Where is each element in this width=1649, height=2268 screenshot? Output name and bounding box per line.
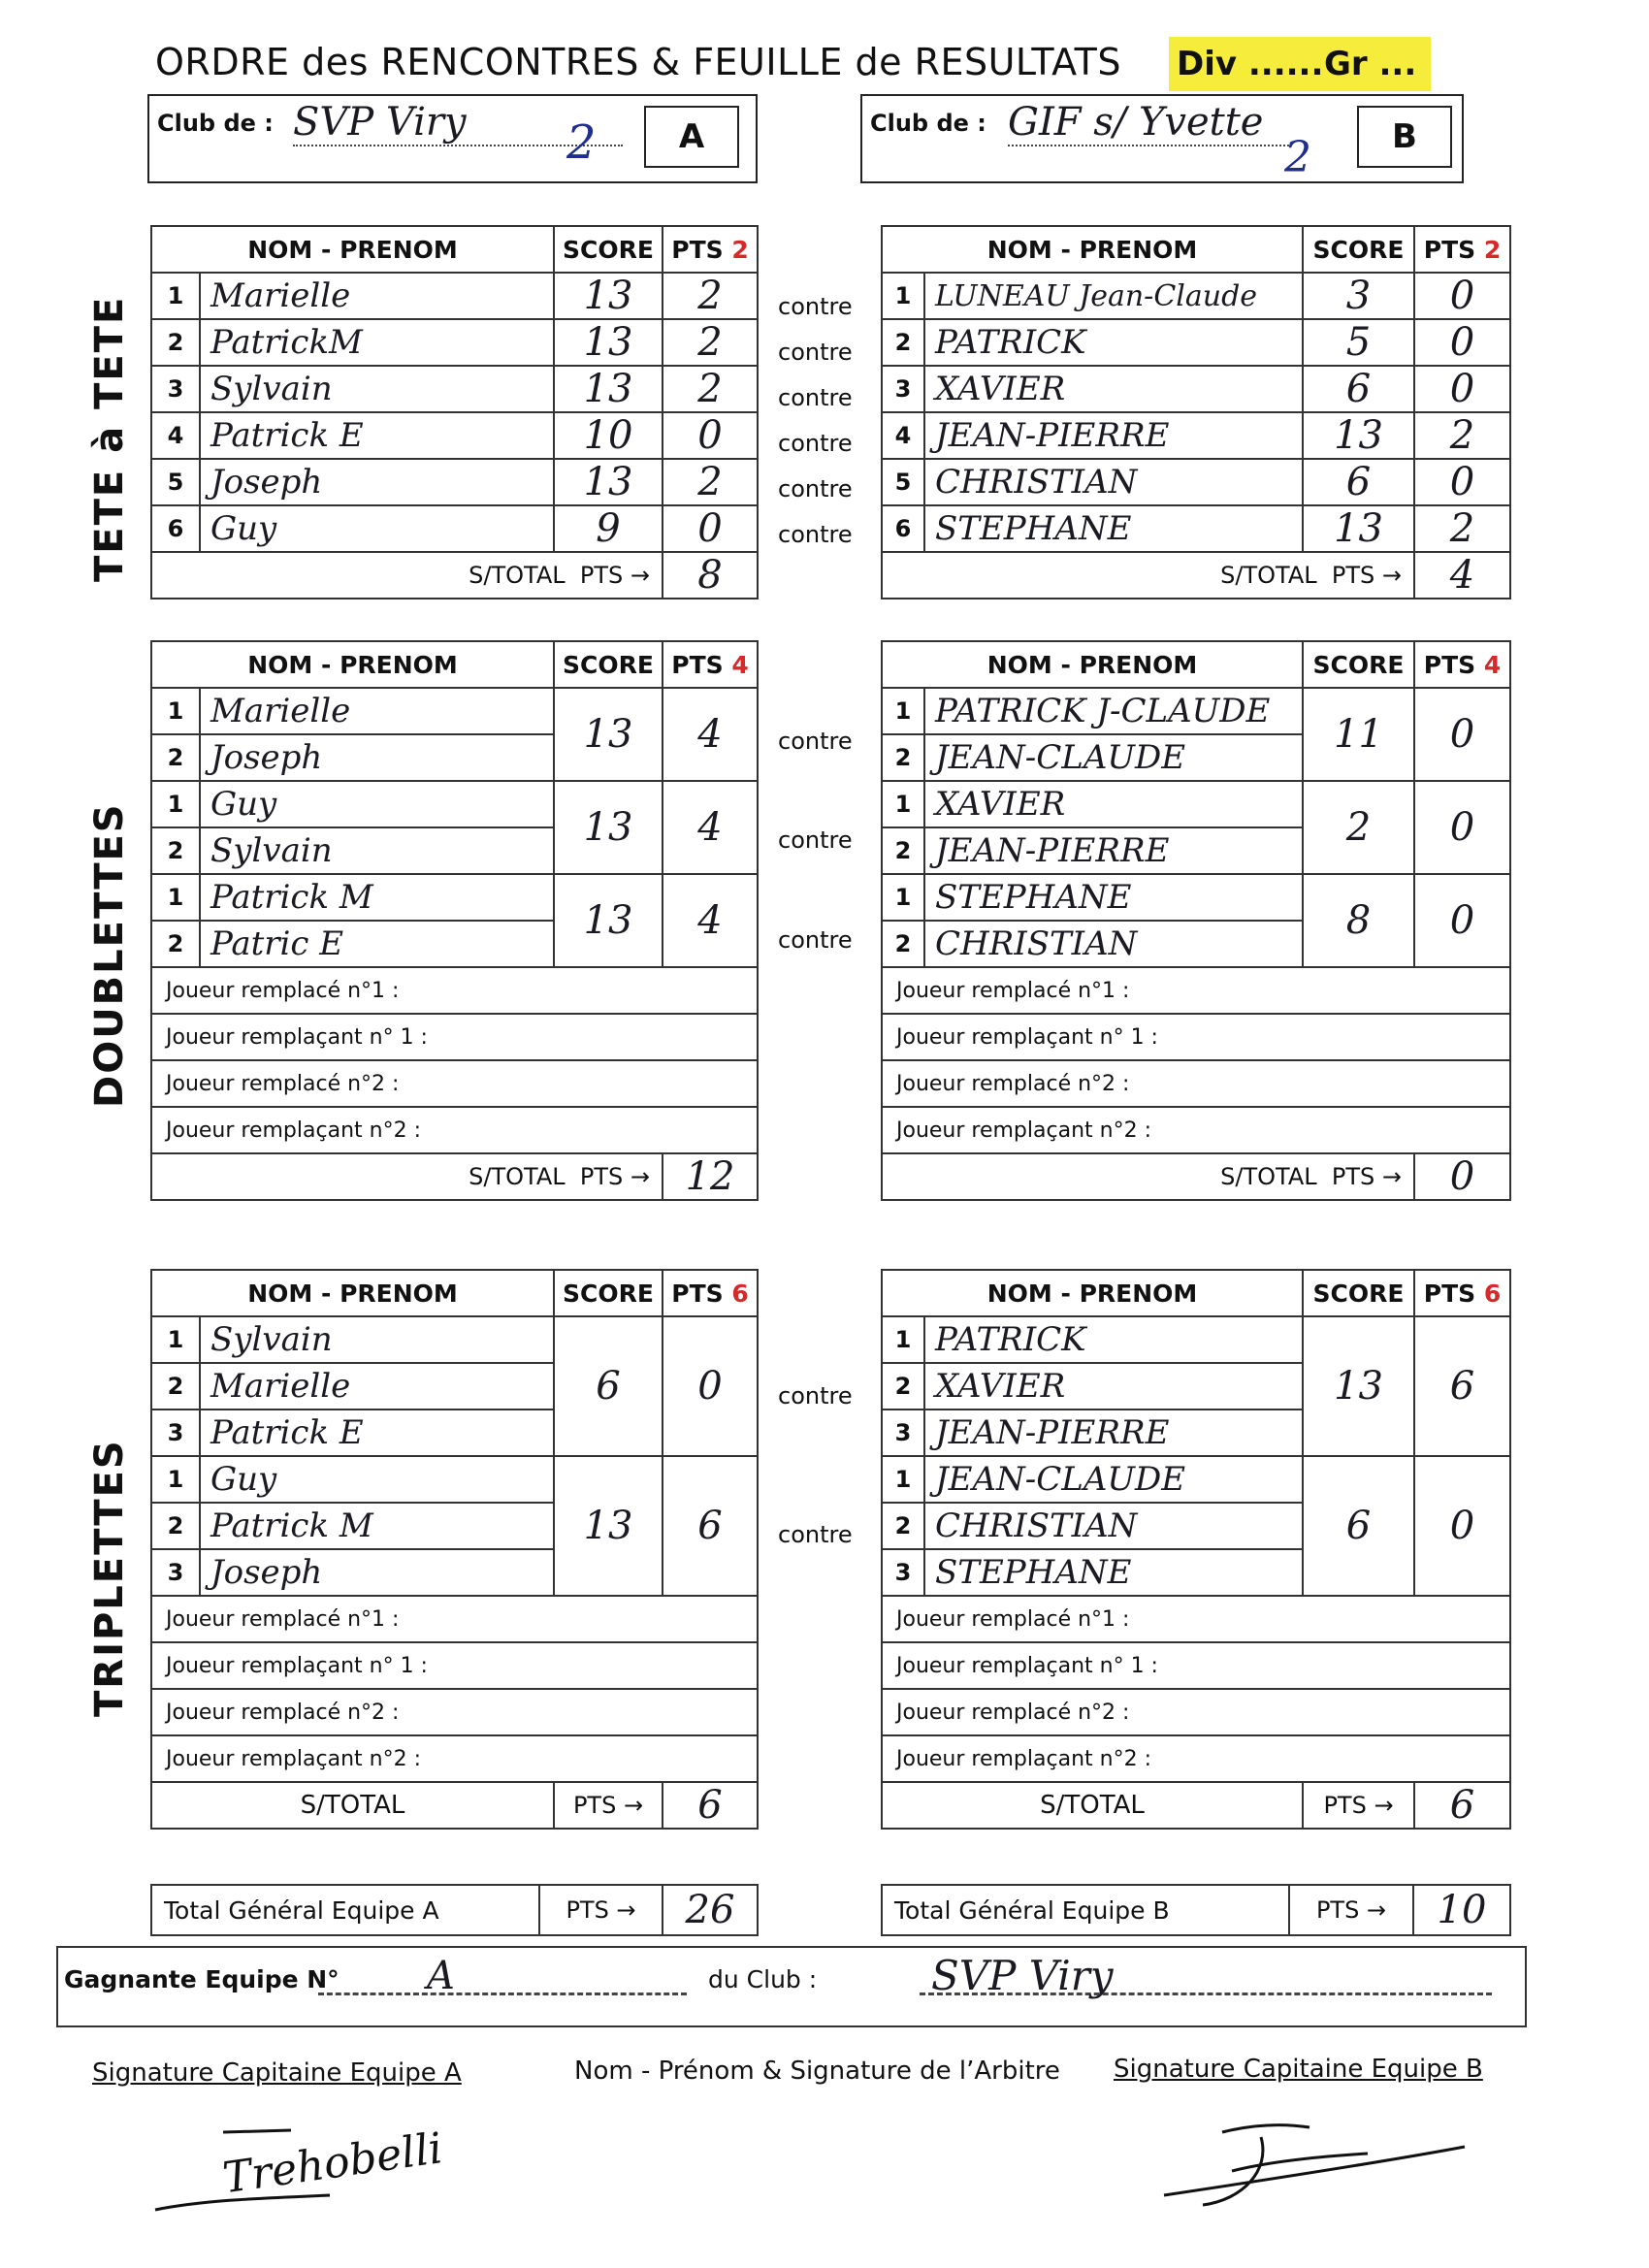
player-name: Marielle bbox=[200, 273, 554, 319]
subtotal-label: S/TOTAL bbox=[1220, 562, 1317, 589]
player-name: STEPHANE bbox=[924, 505, 1303, 552]
section-label-tete: TETE à TETE bbox=[87, 295, 132, 582]
tete-table-a bbox=[150, 225, 759, 599]
pts-cell: 2 bbox=[663, 273, 758, 319]
table-row: 2 Patrick M bbox=[151, 1503, 758, 1549]
pts-cell: 0 bbox=[1414, 688, 1510, 781]
subtotal-value: 6 bbox=[663, 1782, 758, 1829]
table-row: 2 Patric E bbox=[151, 921, 758, 967]
club-b-box bbox=[860, 94, 1464, 183]
pts-cell: 4 bbox=[663, 688, 758, 781]
score-cell: 8 bbox=[1303, 874, 1414, 967]
subtotal-row bbox=[882, 552, 1510, 599]
pts-cell: 4 bbox=[663, 874, 758, 967]
score-cell: 6 bbox=[554, 1316, 663, 1456]
pts-arrow: PTS → bbox=[539, 1885, 663, 1935]
contre-label: contre bbox=[778, 521, 853, 548]
pts-arrow: PTS → bbox=[1289, 1885, 1413, 1935]
signature-captain-b-label: Signature Capitaine Equipe B bbox=[1114, 2055, 1483, 2084]
pts-cell: 2 bbox=[663, 319, 758, 366]
pts-cell: 0 bbox=[1414, 1456, 1510, 1596]
club-a-name: SVP Viry bbox=[293, 100, 623, 146]
team-b-letter: B bbox=[1357, 106, 1452, 168]
winner-club-value: SVP Viry bbox=[931, 1952, 1114, 1999]
table-row: 2 JEAN-PIERRE bbox=[882, 827, 1510, 874]
subtotal-value: 0 bbox=[1414, 1153, 1510, 1200]
replaced-2-label: Joueur remplacé n°2 : bbox=[882, 1689, 1510, 1735]
table-row: 1 STEPHANE 8 0 bbox=[882, 874, 1510, 921]
pts-value: 6 bbox=[1483, 1279, 1502, 1308]
player-name: JEAN-CLAUDE bbox=[924, 1456, 1303, 1503]
captain-a-signature-text: Trehobelli bbox=[219, 2123, 446, 2204]
total-a bbox=[150, 1884, 759, 1936]
pts-header: PTS bbox=[1423, 1279, 1476, 1308]
doublettes-table-b bbox=[881, 640, 1511, 1201]
table-row: 2 CHRISTIAN bbox=[882, 1503, 1510, 1549]
table-row: 1 PATRICK J-CLAUDE 11 0 bbox=[882, 688, 1510, 734]
club-a-label: Club de : bbox=[157, 110, 274, 137]
contre-label: contre bbox=[778, 293, 853, 320]
table-row: 1 Sylvain 6 0 bbox=[151, 1316, 758, 1363]
score-cell: 2 bbox=[1303, 781, 1414, 874]
pts-value: 4 bbox=[731, 650, 749, 679]
score-cell: 10 bbox=[554, 412, 663, 459]
nom-prenom-header: NOM - PRENOM bbox=[151, 1270, 554, 1316]
player-name: STEPHANE bbox=[924, 1549, 1303, 1596]
player-name: Guy bbox=[200, 1456, 554, 1503]
subtotal-row bbox=[151, 1782, 758, 1829]
replacement-1-label: Joueur remplaçant n° 1 : bbox=[151, 1014, 758, 1060]
table-row: 2 XAVIER bbox=[882, 1363, 1510, 1409]
player-name: PATRICK bbox=[924, 1316, 1303, 1363]
replaced-1-label: Joueur remplacé n°1 : bbox=[151, 1596, 758, 1642]
pts-cell: 6 bbox=[663, 1456, 758, 1596]
score-cell: 13 bbox=[554, 781, 663, 874]
pts-arrow: PTS → bbox=[579, 1163, 651, 1190]
winner-label: Gagnante Equipe N° bbox=[64, 1965, 340, 1993]
table-row: 1 Guy 13 4 bbox=[151, 781, 758, 827]
table-row: 2 PATRICK 5 0 bbox=[882, 319, 1510, 366]
subtotal-value: 8 bbox=[663, 552, 758, 599]
score-cell: 9 bbox=[554, 505, 663, 552]
player-name: Sylvain bbox=[200, 366, 554, 412]
subtotal-label: S/TOTAL bbox=[469, 1163, 566, 1190]
team-a-letter: A bbox=[644, 106, 739, 168]
player-name: Patrick M bbox=[200, 874, 554, 921]
nom-prenom-header: NOM - PRENOM bbox=[151, 641, 554, 688]
replacement-2-label: Joueur remplaçant n°2 : bbox=[882, 1107, 1510, 1153]
pts-arrow: PTS → bbox=[1331, 1163, 1403, 1190]
score-cell: 13 bbox=[554, 1456, 663, 1596]
table-row: 1 Guy 13 6 bbox=[151, 1456, 758, 1503]
table-row: 1 Patrick M 13 4 bbox=[151, 874, 758, 921]
score-header: SCORE bbox=[554, 226, 663, 273]
score-header: SCORE bbox=[1303, 226, 1414, 273]
pts-value: 6 bbox=[731, 1279, 749, 1308]
player-name: Sylvain bbox=[200, 1316, 554, 1363]
score-cell: 13 bbox=[554, 688, 663, 781]
total-b-value: 10 bbox=[1413, 1885, 1510, 1935]
score-cell: 13 bbox=[554, 874, 663, 967]
score-cell: 13 bbox=[554, 273, 663, 319]
replacement-1-label: Joueur remplaçant n° 1 : bbox=[882, 1014, 1510, 1060]
pts-header: PTS bbox=[1423, 650, 1476, 679]
table-row: 2 CHRISTIAN bbox=[882, 921, 1510, 967]
pts-cell: 0 bbox=[1414, 319, 1510, 366]
contre-label: contre bbox=[778, 339, 853, 366]
contre-label: contre bbox=[778, 826, 853, 854]
captain-b-signature bbox=[1145, 2103, 1494, 2229]
table-row: 4 JEAN-PIERRE 13 2 bbox=[882, 412, 1510, 459]
player-name: Marielle bbox=[200, 1363, 554, 1409]
pts-cell: 0 bbox=[663, 1316, 758, 1456]
contre-label: contre bbox=[778, 384, 853, 411]
club-a-box bbox=[147, 94, 758, 183]
table-row: 1 Marielle 13 2 bbox=[151, 273, 758, 319]
player-name: Patrick E bbox=[200, 412, 554, 459]
player-name: Guy bbox=[200, 781, 554, 827]
contre-label: contre bbox=[778, 430, 853, 457]
score-header: SCORE bbox=[554, 1270, 663, 1316]
pts-cell: 2 bbox=[1414, 505, 1510, 552]
player-name: JEAN-PIERRE bbox=[924, 1409, 1303, 1456]
pts-arrow: PTS → bbox=[1331, 562, 1403, 589]
club-b-label: Club de : bbox=[870, 110, 986, 137]
replaced-2-label: Joueur remplacé n°2 : bbox=[151, 1689, 758, 1735]
table-row: 4 Patrick E 10 0 bbox=[151, 412, 758, 459]
table-row: 1 JEAN-CLAUDE 6 0 bbox=[882, 1456, 1510, 1503]
player-name: XAVIER bbox=[924, 366, 1303, 412]
pts-value: 2 bbox=[731, 235, 749, 264]
group-label: Gr ... bbox=[1324, 45, 1417, 83]
signature-captain-a-label: Signature Capitaine Equipe A bbox=[92, 2058, 462, 2088]
triplettes-table-a bbox=[150, 1269, 759, 1830]
pts-cell: 2 bbox=[663, 459, 758, 505]
player-name: XAVIER bbox=[924, 1363, 1303, 1409]
subtotal-label: S/TOTAL bbox=[882, 1782, 1303, 1829]
replaced-2-label: Joueur remplacé n°2 : bbox=[882, 1060, 1510, 1107]
player-name: PatrickM bbox=[200, 319, 554, 366]
section-label-doublettes: DOUBLETTES bbox=[87, 802, 132, 1108]
captain-a-signature bbox=[116, 2103, 485, 2229]
replaced-1-label: Joueur remplacé n°1 : bbox=[882, 1596, 1510, 1642]
table-row: 3 Joseph bbox=[151, 1549, 758, 1596]
replacement-2-label: Joueur remplaçant n°2 : bbox=[151, 1107, 758, 1153]
score-cell: 13 bbox=[554, 459, 663, 505]
division-label: Div ...... bbox=[1177, 45, 1324, 83]
player-name: Joseph bbox=[200, 734, 554, 781]
score-cell: 13 bbox=[554, 366, 663, 412]
nom-prenom-header: NOM - PRENOM bbox=[882, 226, 1303, 273]
player-name: Patrick E bbox=[200, 1409, 554, 1456]
table-row: 5 Joseph 13 2 bbox=[151, 459, 758, 505]
table-row: 2 Marielle bbox=[151, 1363, 758, 1409]
tete-table-b bbox=[881, 225, 1511, 599]
nom-prenom-header: NOM - PRENOM bbox=[151, 226, 554, 273]
player-name: XAVIER bbox=[924, 781, 1303, 827]
pts-cell: 0 bbox=[1414, 273, 1510, 319]
table-row: 2 Sylvain bbox=[151, 827, 758, 874]
division-group-box bbox=[1169, 37, 1431, 91]
score-header: SCORE bbox=[1303, 1270, 1414, 1316]
pts-cell: 2 bbox=[663, 366, 758, 412]
winner-box bbox=[56, 1946, 1527, 2027]
page-title: ORDRE des RENCONTRES & FEUILLE de RESULTATS bbox=[155, 41, 1122, 83]
subtotal-row bbox=[882, 1153, 1510, 1200]
score-cell: 3 bbox=[1303, 273, 1414, 319]
table-row: 3 Sylvain 13 2 bbox=[151, 366, 758, 412]
subtotal-label: S/TOTAL bbox=[469, 562, 566, 589]
club-a-number: 2 bbox=[566, 115, 597, 170]
table-row: 6 Guy 9 0 bbox=[151, 505, 758, 552]
score-cell: 6 bbox=[1303, 459, 1414, 505]
subtotal-row bbox=[882, 1782, 1510, 1829]
replacement-2-label: Joueur remplaçant n°2 : bbox=[882, 1735, 1510, 1782]
player-name: Patric E bbox=[200, 921, 554, 967]
subtotal-label: S/TOTAL bbox=[1220, 1163, 1317, 1190]
pts-value: 4 bbox=[1483, 650, 1502, 679]
nom-prenom-header: NOM - PRENOM bbox=[882, 1270, 1303, 1316]
pts-header: PTS bbox=[671, 650, 724, 679]
contre-label: contre bbox=[778, 1382, 853, 1409]
table-row: 5 CHRISTIAN 6 0 bbox=[882, 459, 1510, 505]
pts-header: PTS bbox=[671, 1279, 724, 1308]
score-cell: 13 bbox=[554, 319, 663, 366]
player-name: CHRISTIAN bbox=[924, 459, 1303, 505]
subtotal-value: 4 bbox=[1414, 552, 1510, 599]
pts-cell: 4 bbox=[663, 781, 758, 874]
player-name: JEAN-CLAUDE bbox=[924, 734, 1303, 781]
score-cell: 13 bbox=[1303, 1316, 1414, 1456]
pts-cell: 0 bbox=[1414, 781, 1510, 874]
player-name: JEAN-PIERRE bbox=[924, 827, 1303, 874]
player-name: Joseph bbox=[200, 459, 554, 505]
player-name: Guy bbox=[200, 505, 554, 552]
player-name: CHRISTIAN bbox=[924, 921, 1303, 967]
pts-header: PTS bbox=[671, 235, 724, 264]
score-cell: 6 bbox=[1303, 366, 1414, 412]
pts-arrow: PTS → bbox=[579, 562, 651, 589]
score-header: SCORE bbox=[1303, 641, 1414, 688]
subtotal-value: 12 bbox=[663, 1153, 758, 1200]
table-row: 1 XAVIER 2 0 bbox=[882, 781, 1510, 827]
contre-label: contre bbox=[778, 728, 853, 755]
player-name: STEPHANE bbox=[924, 874, 1303, 921]
table-row: 3 Patrick E bbox=[151, 1409, 758, 1456]
total-b-label: Total Général Equipe B bbox=[882, 1885, 1289, 1935]
club-b-number: 2 bbox=[1284, 133, 1311, 182]
triplettes-table-b bbox=[881, 1269, 1511, 1830]
replaced-1-label: Joueur remplacé n°1 : bbox=[151, 967, 758, 1014]
nom-prenom-header: NOM - PRENOM bbox=[882, 641, 1303, 688]
contre-label: contre bbox=[778, 475, 853, 502]
pts-cell: 0 bbox=[663, 505, 758, 552]
club-b-name: GIF s/ Yvette bbox=[1008, 100, 1289, 146]
pts-cell: 0 bbox=[663, 412, 758, 459]
replacement-2-label: Joueur remplaçant n°2 : bbox=[151, 1735, 758, 1782]
player-name: Sylvain bbox=[200, 827, 554, 874]
table-row: 3 JEAN-PIERRE bbox=[882, 1409, 1510, 1456]
table-row: 6 STEPHANE 13 2 bbox=[882, 505, 1510, 552]
pts-cell: 6 bbox=[1414, 1316, 1510, 1456]
total-a-label: Total Général Equipe A bbox=[151, 1885, 539, 1935]
player-name: PATRICK J-CLAUDE bbox=[924, 688, 1303, 734]
player-name: CHRISTIAN bbox=[924, 1503, 1303, 1549]
player-name: JEAN-PIERRE bbox=[924, 412, 1303, 459]
player-name: LUNEAU Jean-Claude bbox=[924, 273, 1303, 319]
player-name: Joseph bbox=[200, 1549, 554, 1596]
pts-arrow: PTS → bbox=[554, 1782, 663, 1829]
player-name: Patrick M bbox=[200, 1503, 554, 1549]
pts-cell: 0 bbox=[1414, 874, 1510, 967]
score-cell: 5 bbox=[1303, 319, 1414, 366]
table-row: 2 Joseph bbox=[151, 734, 758, 781]
table-row: 2 PatrickM 13 2 bbox=[151, 319, 758, 366]
replacement-1-label: Joueur remplaçant n° 1 : bbox=[882, 1642, 1510, 1689]
replaced-1-label: Joueur remplacé n°1 : bbox=[882, 967, 1510, 1014]
pts-cell: 0 bbox=[1414, 459, 1510, 505]
player-name: Marielle bbox=[200, 688, 554, 734]
contre-label: contre bbox=[778, 1521, 853, 1548]
subtotal-value: 6 bbox=[1414, 1782, 1510, 1829]
pts-cell: 2 bbox=[1414, 412, 1510, 459]
table-row: 1 PATRICK 13 6 bbox=[882, 1316, 1510, 1363]
doublettes-table-a bbox=[150, 640, 759, 1201]
subtotal-label: S/TOTAL bbox=[151, 1782, 554, 1829]
pts-value: 2 bbox=[1483, 235, 1502, 264]
score-cell: 13 bbox=[1303, 505, 1414, 552]
pts-header: PTS bbox=[1423, 235, 1476, 264]
subtotal-row bbox=[151, 552, 758, 599]
pts-cell: 0 bbox=[1414, 366, 1510, 412]
total-a-value: 26 bbox=[663, 1885, 758, 1935]
player-name: PATRICK bbox=[924, 319, 1303, 366]
table-row: 2 JEAN-CLAUDE bbox=[882, 734, 1510, 781]
score-cell: 6 bbox=[1303, 1456, 1414, 1596]
subtotal-row bbox=[151, 1153, 758, 1200]
score-header: SCORE bbox=[554, 641, 663, 688]
section-label-triplettes: TRIPLETTES bbox=[87, 1439, 132, 1717]
score-cell: 13 bbox=[1303, 412, 1414, 459]
replacement-1-label: Joueur remplaçant n° 1 : bbox=[151, 1642, 758, 1689]
contre-label: contre bbox=[778, 926, 853, 954]
table-row: 1 LUNEAU Jean-Claude 3 0 bbox=[882, 273, 1510, 319]
table-row: 3 XAVIER 6 0 bbox=[882, 366, 1510, 412]
total-b bbox=[881, 1884, 1511, 1936]
winner-value: A bbox=[427, 1954, 455, 1998]
table-row: 1 Marielle 13 4 bbox=[151, 688, 758, 734]
score-cell: 11 bbox=[1303, 688, 1414, 781]
signature-arbitre-label: Nom - Prénom & Signature de l’Arbitre bbox=[574, 2057, 1060, 2086]
pts-arrow: PTS → bbox=[1303, 1782, 1414, 1829]
replaced-2-label: Joueur remplacé n°2 : bbox=[151, 1060, 758, 1107]
winner-club-label: du Club : bbox=[708, 1965, 818, 1993]
table-row: 3 STEPHANE bbox=[882, 1549, 1510, 1596]
